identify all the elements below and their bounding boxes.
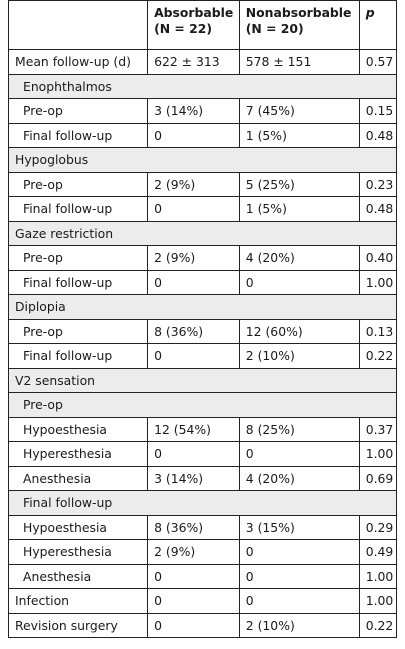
- absorbable-cell: 0: [148, 123, 240, 148]
- nonabsorbable-cell: 0: [239, 589, 359, 614]
- header-absorbable-n: (N = 22): [154, 21, 213, 36]
- absorbable-cell: 2 (9%): [148, 246, 240, 271]
- nonabsorbable-cell: 1 (5%): [239, 123, 359, 148]
- row-label-cell: Anesthesia: [9, 466, 148, 491]
- p-value-cell: 0.22: [359, 613, 396, 638]
- table-row: [9, 197, 397, 222]
- table-row: [9, 319, 397, 344]
- nonabsorbable-cell: 2 (10%): [239, 613, 359, 638]
- absorbable-cell: 0: [148, 589, 240, 614]
- section-row: [9, 368, 397, 393]
- header-cell-absorbable: [148, 1, 240, 50]
- table-row: [9, 442, 397, 467]
- nonabsorbable-cell: 5 (25%): [239, 172, 359, 197]
- row-label-cell: Mean follow-up (d): [9, 50, 148, 75]
- table-row: [9, 564, 397, 589]
- row-label-cell: Anesthesia: [9, 564, 148, 589]
- section-label: Diplopia: [9, 295, 397, 320]
- section-label: Gaze restriction: [9, 221, 397, 246]
- header-nonabsorbable-n: (N = 20): [245, 21, 304, 36]
- absorbable-cell: 0: [148, 344, 240, 369]
- row-label-cell: Final follow-up: [9, 197, 148, 222]
- absorbable-cell: 0: [148, 613, 240, 638]
- nonabsorbable-cell: 0: [239, 270, 359, 295]
- nonabsorbable-cell: 8 (25%): [239, 417, 359, 442]
- header-cell-p: p: [359, 1, 396, 50]
- table-row: [9, 613, 397, 638]
- table-row: [9, 417, 397, 442]
- nonabsorbable-cell: 4 (20%): [239, 246, 359, 271]
- row-label-cell: Infection: [9, 589, 148, 614]
- row-label-cell: Final follow-up: [9, 344, 148, 369]
- p-value-cell: 0.57: [359, 50, 396, 75]
- row-label-cell: Final follow-up: [9, 123, 148, 148]
- header-nonabsorbable-title: Nonabsorbable: [245, 5, 352, 20]
- absorbable-cell: 3 (14%): [148, 466, 240, 491]
- nonabsorbable-cell: 578 ± 151: [239, 50, 359, 75]
- header-cell-nonabsorbable: [239, 1, 359, 50]
- p-value-cell: 0.48: [359, 197, 396, 222]
- table-row: [9, 540, 397, 565]
- absorbable-cell: 3 (14%): [148, 99, 240, 124]
- p-value-cell: 1.00: [359, 442, 396, 467]
- nonabsorbable-cell: 4 (20%): [239, 466, 359, 491]
- p-value-cell: 0.48: [359, 123, 396, 148]
- absorbable-cell: 622 ± 313: [148, 50, 240, 75]
- nonabsorbable-cell: 3 (15%): [239, 515, 359, 540]
- row-label-cell: Pre-op: [9, 172, 148, 197]
- absorbable-cell: 8 (36%): [148, 319, 240, 344]
- absorbable-cell: 12 (54%): [148, 417, 240, 442]
- row-label-cell: Pre-op: [9, 99, 148, 124]
- section-row: [9, 393, 397, 418]
- row-label-cell: Hypoesthesia: [9, 515, 148, 540]
- p-value-cell: 1.00: [359, 564, 396, 589]
- row-label-cell: Hyperesthesia: [9, 540, 148, 565]
- absorbable-cell: 8 (36%): [148, 515, 240, 540]
- section-label: Hypoglobus: [9, 148, 397, 173]
- table-row: [9, 589, 397, 614]
- section-label: Final follow-up: [9, 491, 397, 516]
- table-row: [9, 466, 397, 491]
- row-label-cell: Pre-op: [9, 319, 148, 344]
- table-row: [9, 515, 397, 540]
- p-value-cell: 0.29: [359, 515, 396, 540]
- row-label-cell: Pre-op: [9, 246, 148, 271]
- section-row: [9, 74, 397, 99]
- section-row: [9, 491, 397, 516]
- absorbable-cell: 2 (9%): [148, 172, 240, 197]
- table-row: [9, 99, 397, 124]
- row-label-cell: Final follow-up: [9, 270, 148, 295]
- row-label-cell: Hypoesthesia: [9, 417, 148, 442]
- p-value-cell: 0.15: [359, 99, 396, 124]
- section-row: [9, 221, 397, 246]
- p-value-cell: 0.40: [359, 246, 396, 271]
- absorbable-cell: 0: [148, 270, 240, 295]
- absorbable-cell: 0: [148, 442, 240, 467]
- table-body: [9, 1, 397, 638]
- p-value-cell: 0.23: [359, 172, 396, 197]
- p-value-cell: 0.22: [359, 344, 396, 369]
- table-row: [9, 344, 397, 369]
- nonabsorbable-cell: 12 (60%): [239, 319, 359, 344]
- row-label-cell: Revision surgery: [9, 613, 148, 638]
- header-absorbable-title: Absorbable: [154, 5, 234, 20]
- section-label: V2 sensation: [9, 368, 397, 393]
- nonabsorbable-cell: 2 (10%): [239, 344, 359, 369]
- table-row: [9, 246, 397, 271]
- absorbable-cell: 0: [148, 197, 240, 222]
- p-value-cell: 1.00: [359, 589, 396, 614]
- p-value-cell: 0.13: [359, 319, 396, 344]
- section-row: [9, 295, 397, 320]
- absorbable-cell: 0: [148, 564, 240, 589]
- table-row: [9, 50, 397, 75]
- nonabsorbable-cell: 7 (45%): [239, 99, 359, 124]
- nonabsorbable-cell: 0: [239, 442, 359, 467]
- table-row: [9, 270, 397, 295]
- nonabsorbable-cell: 1 (5%): [239, 197, 359, 222]
- p-value-cell: 0.49: [359, 540, 396, 565]
- p-value-cell: 1.00: [359, 270, 396, 295]
- row-label-cell: Hyperesthesia: [9, 442, 148, 467]
- table-row: [9, 123, 397, 148]
- section-label: Enophthalmos: [9, 74, 397, 99]
- nonabsorbable-cell: 0: [239, 564, 359, 589]
- section-label: Pre-op: [9, 393, 397, 418]
- absorbable-cell: 2 (9%): [148, 540, 240, 565]
- outcomes-table: [8, 0, 397, 638]
- nonabsorbable-cell: 0: [239, 540, 359, 565]
- header-row: [9, 1, 397, 50]
- table-row: [9, 172, 397, 197]
- p-value-cell: 0.37: [359, 417, 396, 442]
- section-row: [9, 148, 397, 173]
- p-value-cell: 0.69: [359, 466, 396, 491]
- header-cell-label: [9, 1, 148, 50]
